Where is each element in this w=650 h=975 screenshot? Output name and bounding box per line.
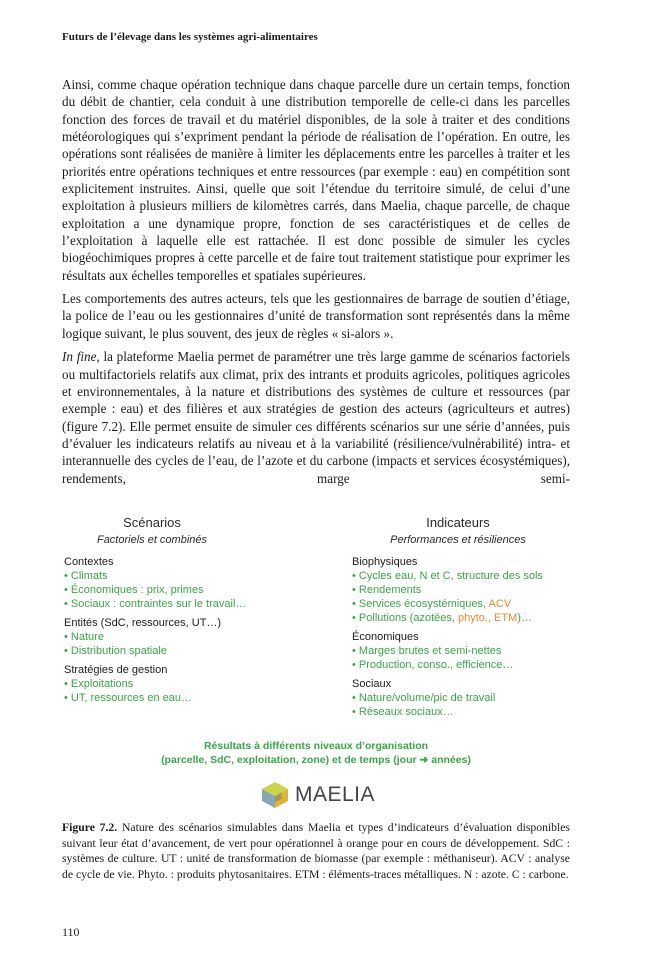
results-line-2: (parcelle, SdC, exploitation, zone) et de temps (jour ➜ années) bbox=[161, 754, 471, 766]
paragraph-1: Ainsi, comme chaque opération technique dans chaque parcelle dure un certain temps, fonction du débit de chantier, cela conduit à une distribution temporelle de celle-ci dans les parcelles fonction des forces de travail et du matériel disponibles, de la sole à traiter et des conditions météorologiques qui s’expriment pendant la période de réalisation de l’opération. En outre, les opérations sont réalisées de manière à limiter les déplacements entre les parcelles à traiter et les priorités entre opérations techniques et entre ressources (par exemple : eau) en compétition sont explicitement instruites. Ainsi, quelle que soit l’étendue du territoire simulé, de celui d’une exploitation à plusieurs milliers de kilomètres carrés, dans Maelia, chaque parcelle, de chaque exploitation a une dynamique propre, fonction de ses caractéristiques et de celles de l’exploitation à laquelle elle est rattachée. Il est donc possible de simuler les cycles biogéochimiques propres à cette parcelle et de faire tout traitement statistique pour exprimer les résultats aux échelles temporelles et spatiales supérieures. bbox=[62, 77, 570, 283]
list-item bbox=[352, 611, 592, 625]
group-title: Entités (SdC, ressources, UT…) bbox=[64, 617, 222, 629]
scenarios-title: Scénarios bbox=[123, 515, 181, 530]
list-item: • Rendements bbox=[352, 583, 592, 597]
indicateurs-subtitle: Performances et résiliences bbox=[390, 534, 526, 546]
paragraph-2: Les comportements des autres acteurs, tels que les gestionnaires de barrage de soutien d’étiage, la police de l’eau ou les gestionnaires d’unité de transformation sont représentés dans la même logique suivant, le plus souvent, des jeux de règles « si-alors ». bbox=[62, 291, 570, 341]
running-head: Futurs de l’élevage dans les systèmes agri-alimentaires bbox=[62, 31, 318, 43]
maelia-logo bbox=[260, 780, 375, 810]
figure-7-2 bbox=[62, 515, 570, 810]
results-line-1: Résultats à différents niveaux d’organisation bbox=[203, 740, 429, 752]
group-title: Biophysiques bbox=[352, 556, 418, 568]
figure-label: Figure 7.2. bbox=[62, 821, 118, 834]
scenarios-group-entites bbox=[64, 616, 304, 658]
list-item: • Cycles eau, N et C, structure des sols bbox=[352, 569, 592, 583]
list-item: • Distribution spatiale bbox=[64, 644, 304, 658]
list-item: • Exploitations bbox=[64, 677, 304, 691]
item-text-in-development: ACV bbox=[488, 598, 512, 610]
item-text: Services écosystémiques, bbox=[358, 598, 489, 610]
indicateurs-group-economiques bbox=[352, 630, 592, 672]
item-text-in-development: phyto., ETM bbox=[457, 612, 518, 624]
scenarios-subtitle: Factoriels et combinés bbox=[96, 534, 208, 546]
maelia-logo-icon bbox=[260, 780, 290, 810]
figure-caption bbox=[62, 820, 570, 882]
list-item bbox=[352, 597, 592, 611]
item-text: )… bbox=[517, 612, 532, 624]
caption-text: Nature des scénarios simulables dans Maelia et types d’indicateurs d’évaluation disponibles suivant leur état d’avancement, de vert pour opérationnel à orange pour en cours de développement. SdC : systèmes de culture. UT : unité de transformation de biomasse (par exemple : méthaniseur). ACV : analyse de cycle de vie. Phyto. : produits phytosanitaires. ETM : éléments-traces métalliques. N : azote. C : carbone. bbox=[62, 821, 570, 881]
scenarios-group-strategies bbox=[64, 663, 304, 705]
item-text: Pollutions (azotées, bbox=[358, 612, 458, 624]
page-number: 110 bbox=[62, 925, 80, 939]
list-item: • Sociaux : contraintes sur le travail… bbox=[64, 597, 304, 611]
list-item: • Marges brutes et semi-nettes bbox=[352, 644, 592, 658]
indicateurs-column bbox=[352, 515, 592, 724]
list-item: • Production, conso., efficience… bbox=[352, 658, 592, 672]
list-item: • Réseaux sociaux… bbox=[352, 705, 592, 719]
paragraph-3-text: , la plateforme Maelia permet de paramétrer une très large gamme de scénarios factoriels ou multifactoriels relatifs aux climat, prix des intrants et produits agricoles, politiques agricoles et environnementales, à la nature et distributions des systèmes de culture et ressources (par exemple : eau) et des filières et aux stratégies de gestion des acteurs (agriculteurs et autres) (figure 7.2). Elle permet ensuite de simuler ces différents scénarios sur une série d’années, puis d’évaluer les indicateurs relatifs au niveau et à la variabilité (résilience/vulnérabilité) intra- et interannuelle des cycles de l’eau, de l’azote et du carbone (impacts et services écosystémiques), rendements, marge semi- bbox=[62, 349, 570, 486]
scenarios-column bbox=[64, 515, 304, 710]
body-text bbox=[62, 76, 570, 493]
scenarios-group-contextes bbox=[64, 555, 304, 611]
list-item: • Économiques : prix, primes bbox=[64, 583, 304, 597]
maelia-logo-text: MAELIA bbox=[295, 783, 376, 806]
paragraph-3 bbox=[62, 348, 570, 487]
group-title: Sociaux bbox=[352, 678, 392, 690]
list-item: • Climats bbox=[64, 569, 304, 583]
indicateurs-group-sociaux bbox=[352, 677, 592, 719]
list-item: • Nature/volume/pic de travail bbox=[352, 691, 592, 705]
indicateurs-title: Indicateurs bbox=[426, 515, 490, 530]
group-title: Contextes bbox=[64, 556, 114, 568]
list-item: • Nature bbox=[64, 630, 304, 644]
results-caption bbox=[62, 739, 570, 767]
paragraph-3-italic: In fine bbox=[62, 349, 97, 365]
indicateurs-group-biophysiques bbox=[352, 555, 592, 625]
group-title: Économiques bbox=[352, 631, 419, 643]
list-item: • UT, ressources en eau… bbox=[64, 691, 304, 705]
group-title: Stratégies de gestion bbox=[64, 664, 168, 676]
